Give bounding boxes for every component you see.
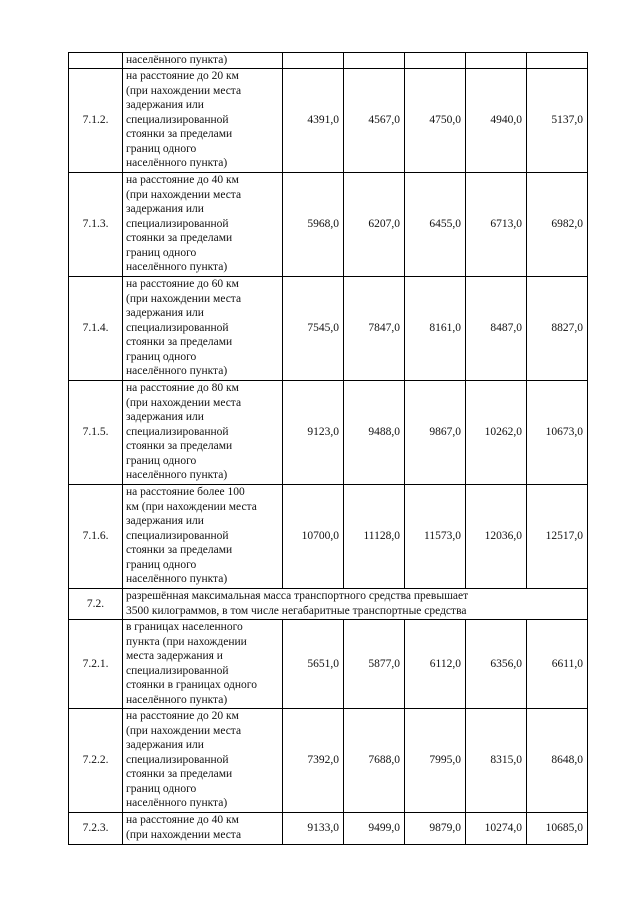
section-description-cell: разрешённая максимальная масса транспортного средства превышает 3500 килограммов, в том числе негабаритные транспортные средства [123, 589, 588, 620]
value-cell: 7545,0 [283, 277, 344, 381]
row-number-cell: 7.2.3. [69, 813, 123, 845]
value-cell: 6611,0 [527, 620, 588, 709]
value-cell: 8315,0 [466, 709, 527, 813]
value-cell: 5968,0 [283, 173, 344, 277]
row-description-cell: на расстояние до 40 км (при нахождении места задержания или специализированной стоянки за пределами границ одного населённого пункта) [123, 173, 283, 277]
table-row [69, 173, 588, 277]
table-row [69, 277, 588, 381]
document-page [68, 52, 588, 845]
table-row [69, 53, 588, 69]
value-cell: 11128,0 [344, 485, 405, 589]
value-cell: 6112,0 [405, 620, 466, 709]
value-cell: 6713,0 [466, 173, 527, 277]
value-cell: 7995,0 [405, 709, 466, 813]
value-cell: 8487,0 [466, 277, 527, 381]
table-row [69, 485, 588, 589]
table-row [69, 381, 588, 485]
row-description-cell: на расстояние до 40 км (при нахождении места [123, 813, 283, 845]
table-section-row [69, 589, 588, 620]
value-cell: 8648,0 [527, 709, 588, 813]
value-cell: 9133,0 [283, 813, 344, 845]
value-cell: 6982,0 [527, 173, 588, 277]
row-number-cell: 7.1.5. [69, 381, 123, 485]
value-cell: 4567,0 [344, 69, 405, 173]
value-cell: 5137,0 [527, 69, 588, 173]
value-cell: 7847,0 [344, 277, 405, 381]
row-number-cell: 7.1.2. [69, 69, 123, 173]
value-cell [527, 53, 588, 69]
value-cell [405, 53, 466, 69]
row-number-cell: 7.1.4. [69, 277, 123, 381]
value-cell: 6207,0 [344, 173, 405, 277]
value-cell: 12036,0 [466, 485, 527, 589]
row-description-cell: населённого пункта) [123, 53, 283, 69]
value-cell: 4940,0 [466, 69, 527, 173]
row-number-cell: 7.2. [69, 589, 123, 620]
row-description-cell: на расстояние до 60 км (при нахождении места задержания или специализированной стоянки за пределами границ одного населённого пункта) [123, 277, 283, 381]
value-cell: 5877,0 [344, 620, 405, 709]
value-cell: 5651,0 [283, 620, 344, 709]
value-cell: 9499,0 [344, 813, 405, 845]
value-cell [466, 53, 527, 69]
value-cell: 7688,0 [344, 709, 405, 813]
value-cell: 12517,0 [527, 485, 588, 589]
row-description-cell: на расстояние до 20 км (при нахождении места задержания или специализированной стоянки за пределами границ одного населённого пункта) [123, 69, 283, 173]
value-cell: 9867,0 [405, 381, 466, 485]
row-description-cell: на расстояние до 20 км (при нахождении места задержания или специализированной стоянки за пределами границ одного населённого пункта) [123, 709, 283, 813]
table-row [69, 813, 588, 845]
value-cell: 9123,0 [283, 381, 344, 485]
value-cell: 7392,0 [283, 709, 344, 813]
value-cell: 4391,0 [283, 69, 344, 173]
value-cell: 6356,0 [466, 620, 527, 709]
row-description-cell: на расстояние до 80 км (при нахождении места задержания или специализированной стоянки за пределами границ одного населённого пункта) [123, 381, 283, 485]
row-description-cell: в границах населенного пункта (при нахождении места задержания и специализированной стоянки в границах одного населённого пункта) [123, 620, 283, 709]
tariff-table-body [69, 53, 588, 845]
value-cell: 9879,0 [405, 813, 466, 845]
value-cell: 10685,0 [527, 813, 588, 845]
value-cell [283, 53, 344, 69]
row-number-cell: 7.1.3. [69, 173, 123, 277]
row-number-cell: 7.2.2. [69, 709, 123, 813]
value-cell: 8161,0 [405, 277, 466, 381]
value-cell: 8827,0 [527, 277, 588, 381]
table-row [69, 709, 588, 813]
value-cell: 9488,0 [344, 381, 405, 485]
row-number-cell [69, 53, 123, 69]
value-cell: 11573,0 [405, 485, 466, 589]
value-cell: 10274,0 [466, 813, 527, 845]
row-description-cell: на расстояние более 100 км (при нахождении места задержания или специализированной стоянки за пределами границ одного населённого пункта) [123, 485, 283, 589]
value-cell: 6455,0 [405, 173, 466, 277]
value-cell: 10673,0 [527, 381, 588, 485]
value-cell: 10700,0 [283, 485, 344, 589]
row-number-cell: 7.1.6. [69, 485, 123, 589]
tariff-table [68, 52, 588, 845]
row-number-cell: 7.2.1. [69, 620, 123, 709]
value-cell: 10262,0 [466, 381, 527, 485]
value-cell: 4750,0 [405, 69, 466, 173]
table-row [69, 620, 588, 709]
value-cell [344, 53, 405, 69]
table-row [69, 69, 588, 173]
